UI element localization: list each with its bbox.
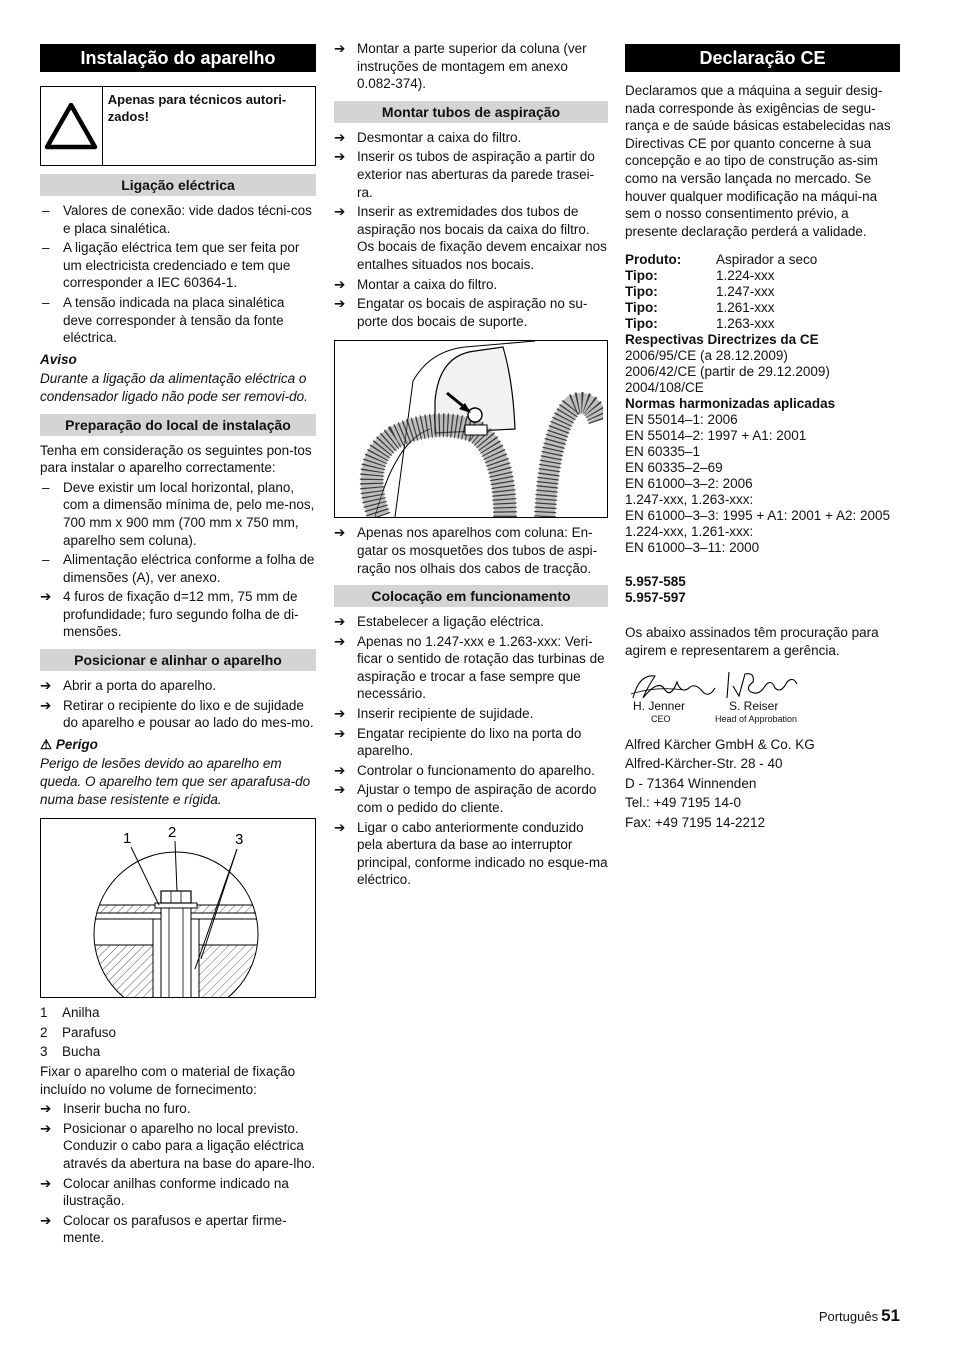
norm-item: 1.247-xxx, 1.263-xxx: [625,492,754,508]
page-footer [819,1307,900,1326]
arrow-icon: ➔ [334,706,346,722]
subsection-site: Preparação do local de instalação [40,414,316,436]
directive-item: 2006/95/CE (a 28.12.2009) [625,348,788,364]
legend-item: 2 Parafuso [40,1024,117,1040]
norm-item: EN 55014–2: 1997 + A1: 2001 [625,428,807,444]
notice-text: Durante a ligação da alimentação eléctrica o condensador ligado não pode ser removi-do. [40,371,308,404]
address-line: Fax: +49 7195 14-2212 [625,814,765,830]
list-item: ➔ Colocar os parafusos e apertar firme-mente. [40,1212,287,1246]
list-item: ➔ Montar a caixa do filtro. [334,276,498,292]
arrow-icon: ➔ [40,1120,52,1136]
figure-tubes [334,340,608,518]
product-row: Produto: Aspirador a seco [625,252,818,268]
list-item: ➔ Engatar recipiente do lixo na porta do aparelho. [334,725,582,759]
list-item: ➔ 4 furos de fixação d=12 mm, 75 mm de profundidade; furo segundo folha de di-mensões. [40,589,299,640]
list-item: – Deve existir um local horizontal, plano, com a dimensão mínima de, pelo me-nos, 700 mm x 900 mm (700 mm x 750 mm, aparelho sem coluna). [42,479,315,548]
list-item: ➔ Inserir bucha no furo. [40,1101,191,1117]
list-item: – Valores de conexão: vide dados técni-cos e placa sinalética. [42,203,312,236]
norm-item: EN 60335–2–69 [625,460,723,476]
list-item: ➔ Ligar o cabo anteriormente conduzido pela abertura da base ao interruptor principal, conforme indicado no esque-ma eléctrico. [334,819,608,888]
type-row: Tipo: 1.261-xxx [625,300,775,316]
arrow-icon: ➔ [334,41,346,56]
list-item: ➔ Estabelecer a ligação eléctrica. [334,614,544,630]
type-row: Tipo: 1.263-xxx [625,316,775,332]
arrow-icon: ➔ [334,204,346,220]
arrow-icon: ➔ [40,589,52,605]
norm-item: EN 61000–3–3: 1995 + A1: 2001 + A2: 2005 [625,508,890,524]
danger-label: ⚠ Perigo [40,736,98,752]
declaration-intro: Declaramos que a máquina a seguir desig-nada corresponde às exigências de segu-rança e de saúde básicas estabelecidas nas Directivas CE por quanto concerne à sua concepção e ao tipo de construção as-sim como na versão lançada no mercado. Se houver qualquer modificação na máqui-na sem o nosso consentimento prévio, a presente declaração perderá a validade. [625,83,891,239]
arrow-icon: ➔ [334,129,346,145]
subsection-tubes: Montar tubos de aspiração [334,101,608,123]
list-item: ➔ Apenas nos aparelhos com coluna: En-gatar os mosquetões dos tubos de aspi-ração nos olhais dos cabos de tracção. [334,525,598,576]
directive-item: 2004/108/CE [625,380,704,396]
figure-fixing [40,818,316,998]
column-declaration [625,40,900,834]
signatures [625,668,900,726]
arrow-icon: ➔ [40,1175,52,1191]
norm-item: EN 61000–3–11: 2000 [625,540,760,556]
list-item: ➔ Engatar os bocais de aspiração no su-porte dos bocais de suporte. [334,296,588,329]
list-item: ➔ Colocar anilhas conforme indicado na ilustração. [40,1175,289,1209]
page-number: 51 [881,1306,900,1325]
section-title-installation: Instalação do aparelho [40,44,316,72]
code-item: 5.957-585 [625,574,686,590]
arrow-icon: ➔ [334,276,346,292]
address-line: Alfred-Kärcher-Str. 28 - 40 [625,756,783,772]
subsection-start: Colocação em funcionamento [334,585,608,607]
danger-text: Perigo de lesões devido ao aparelho em queda. O aparelho tem que ser aparafusa-do numa base resistente e rígida. [40,756,311,807]
figure-label-3: 3 [235,831,244,849]
arrow-icon: ➔ [40,1101,52,1117]
arrow-icon: ➔ [334,819,346,835]
notice-label: Aviso [40,351,77,367]
subsection-position: Posicionar e alinhar o aparelho [40,649,316,671]
list-item: ➔ Inserir as extremidades dos tubos de aspiração nos bocais da caixa do filtro. Os bocais de fixação devem encaixar nos entalhes situados nos bocais. [334,204,607,272]
signer2-name: S. Reiser [729,698,779,713]
footer-language: Português [818,1309,879,1324]
norm-item: EN 55014–1: 2006 [625,412,738,428]
address-line: Tel.: +49 7195 14-0 [625,795,741,811]
signer1-name: H. Jenner [633,698,686,713]
arrow-icon: ➔ [40,1212,52,1228]
list-item: ➔ Posicionar o aparelho no local previsto. Conduzir o cabo para a ligação eléctrica através da abertura na base do apare-lho. [40,1120,316,1171]
arrow-icon: ➔ [334,525,346,541]
arrow-icon: ➔ [334,149,346,165]
figure-label-1: 1 [123,830,132,848]
directives-label: Respectivas Directrizes da CE [625,332,819,348]
arrow-icon: ➔ [334,762,346,778]
list-item: – A tensão indicada na placa sinalética deve corresponder à tensão da fonte eléctrica. [42,294,285,346]
list-item: ➔ Inserir recipiente de sujidade. [334,706,534,722]
warning-box [40,86,316,166]
column-assembly [334,40,608,891]
signer2-role: Head of Approbation [715,713,798,724]
norms-label: Normas harmonizadas aplicadas [625,396,836,412]
subsection-electric: Ligação eléctrica [40,174,316,196]
legend-item: 3 Bucha [40,1044,101,1060]
norm-item: 1.224-xxx, 1.261-xxx: [625,524,754,540]
warning-small-icon: ⚠ [40,736,53,752]
code-item: 5.957-597 [625,590,686,606]
arrow-icon: ➔ [40,697,52,713]
legend-item: 1 Anilha [40,1005,100,1021]
warning-text: Apenas para técnicos autori-zados! [107,92,287,124]
norm-item: EN 60335–1 [625,444,701,460]
section-title-declaration: Declaração CE [625,44,900,72]
list-item: ➔ Montar a parte superior da coluna (ver instruções de montagem em anexo 0.082-374). [334,41,587,92]
list-item: ➔ Retirar o recipiente do lixo e de sujidade do aparelho e pousar ao lado do mes-mo. [40,697,314,731]
list-item: ➔ Ajustar o tempo de aspiração de acordo com o pedido do cliente. [334,782,597,816]
arrow-icon: ➔ [334,296,346,312]
arrow-icon: ➔ [40,678,52,694]
list-item: ➔ Controlar o funcionamento do aparelho. [334,762,595,778]
arrow-icon: ➔ [334,725,346,741]
list-item: ➔ Inserir os tubos de aspiração a partir do exterior nas aberturas da parede trasei-ra. [334,149,595,200]
fix-intro: Fixar o aparelho com o material de fixação incluído no volume de fornecimento: [40,1064,296,1097]
signers-text: Os abaixo assinados têm procuração para agirem e representarem a gerência. [625,625,879,658]
arrow-icon: ➔ [334,614,346,630]
signer1-role: CEO [651,713,671,724]
column-installation [40,40,316,1249]
norm-item: EN 61000–3–2: 2006 [625,476,753,492]
arrow-icon: ➔ [334,633,346,649]
list-item: – Alimentação eléctrica conforme a folha de dimensões (A), ver anexo. [42,552,315,585]
address-line: Alfred Kärcher GmbH & Co. KG [625,736,815,752]
list-item: ➔ Apenas no 1.247-xxx e 1.263-xxx: Veri-ficar o sentido de rotação das turbinas de aspiração e trocar a fase sempre que necessário. [334,633,605,702]
site-intro: Tenha em consideração os seguintes pon-tos para instalar o aparelho correctamente: [40,442,312,476]
directive-item: 2006/42/CE (partir de 29.12.2009) [625,364,830,380]
arrow-icon: ➔ [334,782,346,798]
address-line: D - 71364 Winnenden [625,775,757,791]
figure-label-2: 2 [168,824,177,842]
type-row: Tipo: 1.224-xxx [625,268,775,284]
type-row: Tipo: 1.247-xxx [625,284,775,300]
warning-triangle-icon [41,87,103,165]
list-item: ➔ Desmontar a caixa do filtro. [334,129,522,145]
list-item: – A ligação eléctrica tem que ser feita por um electricista credenciado e tem que corresponder a IEC 60364-1. [42,240,300,291]
list-item: ➔ Abrir a porta do aparelho. [40,678,217,694]
